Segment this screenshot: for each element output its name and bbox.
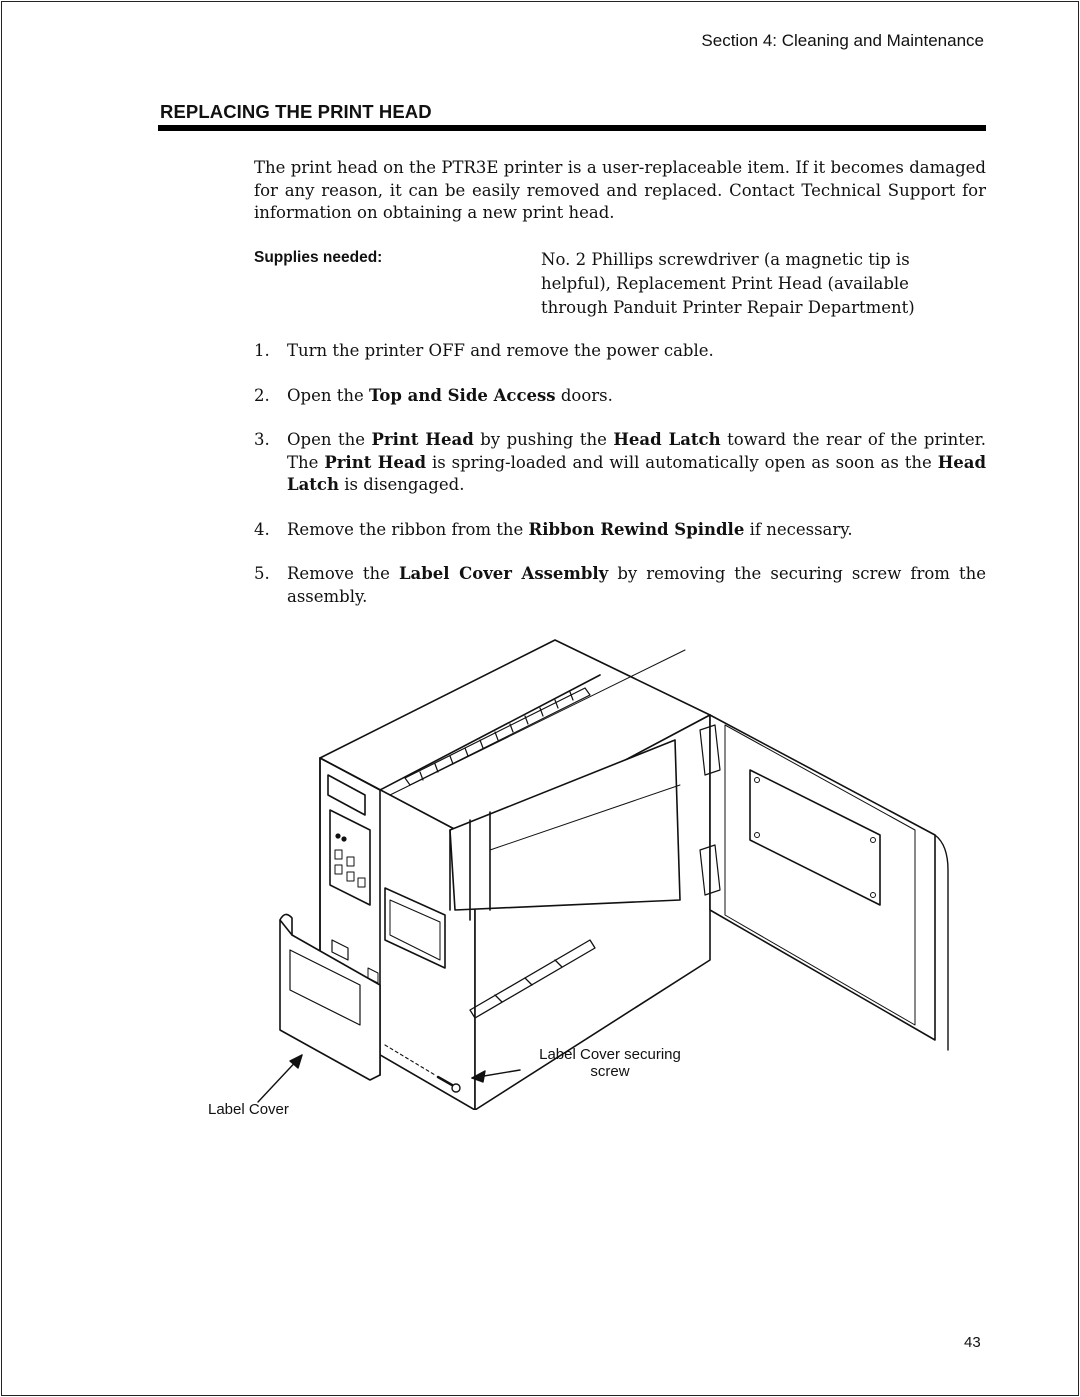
steps-list — [254, 340, 986, 630]
label-cover-caption: Label Cover — [208, 1101, 289, 1118]
page-number: 43 — [964, 1334, 981, 1351]
supplies-text: No. 2 Phillips screwdriver (a magnetic tip is helpful), Replacement Print Head (available through Panduit Printer Repair Department) — [541, 250, 915, 317]
step-number: 3. — [254, 430, 270, 449]
step-text-run: by removing the securing screw from the assembly. — [287, 564, 986, 606]
step-item — [254, 563, 986, 608]
step-text-run: is disengaged. — [338, 475, 465, 494]
step-text — [287, 429, 986, 497]
step-text-run: is spring-loaded and will automatically open as soon as the — [426, 452, 938, 472]
screw-caption-line1: Label Cover securing — [539, 1046, 681, 1063]
step-text — [287, 340, 986, 363]
step-text-run: by pushing the — [473, 430, 614, 449]
screw-caption-line2: screw — [590, 1063, 630, 1080]
step-emphasis: Head Latch — [287, 452, 987, 494]
step-number: 4. — [254, 519, 270, 539]
screw-caption — [520, 1046, 700, 1080]
step-item — [254, 429, 986, 497]
step-text-run: Remove the — [287, 564, 399, 583]
step-item — [254, 385, 986, 408]
step-text-run: if necessary. — [744, 519, 853, 539]
step-emphasis: Top and Side Access — [369, 385, 556, 405]
step-number: 1. — [254, 341, 270, 360]
step-number: 5. — [254, 564, 270, 583]
step-text-run: Open the — [287, 430, 372, 449]
step-text-run: toward the rear of the printer. The — [287, 430, 986, 472]
step-text — [287, 563, 986, 608]
step-text — [287, 519, 986, 542]
side-access-door — [700, 715, 948, 1050]
page-title: REPLACING THE PRINT HEAD — [160, 101, 432, 122]
title-rule — [158, 125, 986, 131]
step-item — [254, 519, 986, 542]
intro-paragraph: The print head on the PTR3E printer is a user-replaceable item. If it becomes damaged for any reason, it can be easily removed and replaced. Contact Technical Support for information on obtaining a new print head. — [254, 158, 986, 222]
step-emphasis: Print Head — [324, 452, 427, 472]
step-emphasis: Print Head — [371, 430, 474, 449]
step-text-run: Open the — [287, 385, 369, 405]
step-emphasis: Ribbon Rewind Spindle — [528, 519, 745, 539]
step-number: 2. — [254, 385, 270, 405]
step-emphasis: Label Cover Assembly — [398, 564, 609, 583]
section-header: Section 4: Cleaning and Maintenance — [701, 31, 984, 50]
printer-illustration — [180, 630, 960, 1110]
step-text-run: doors. — [555, 385, 613, 405]
step-text — [287, 385, 986, 408]
step-text-run: Remove the ribbon from the — [287, 519, 529, 539]
step-text-run: Turn the printer OFF and remove the power cable. — [287, 341, 714, 360]
step-emphasis: Head Latch — [613, 430, 721, 449]
step-item — [254, 340, 986, 363]
supplies-label: Supplies needed: — [254, 249, 383, 266]
